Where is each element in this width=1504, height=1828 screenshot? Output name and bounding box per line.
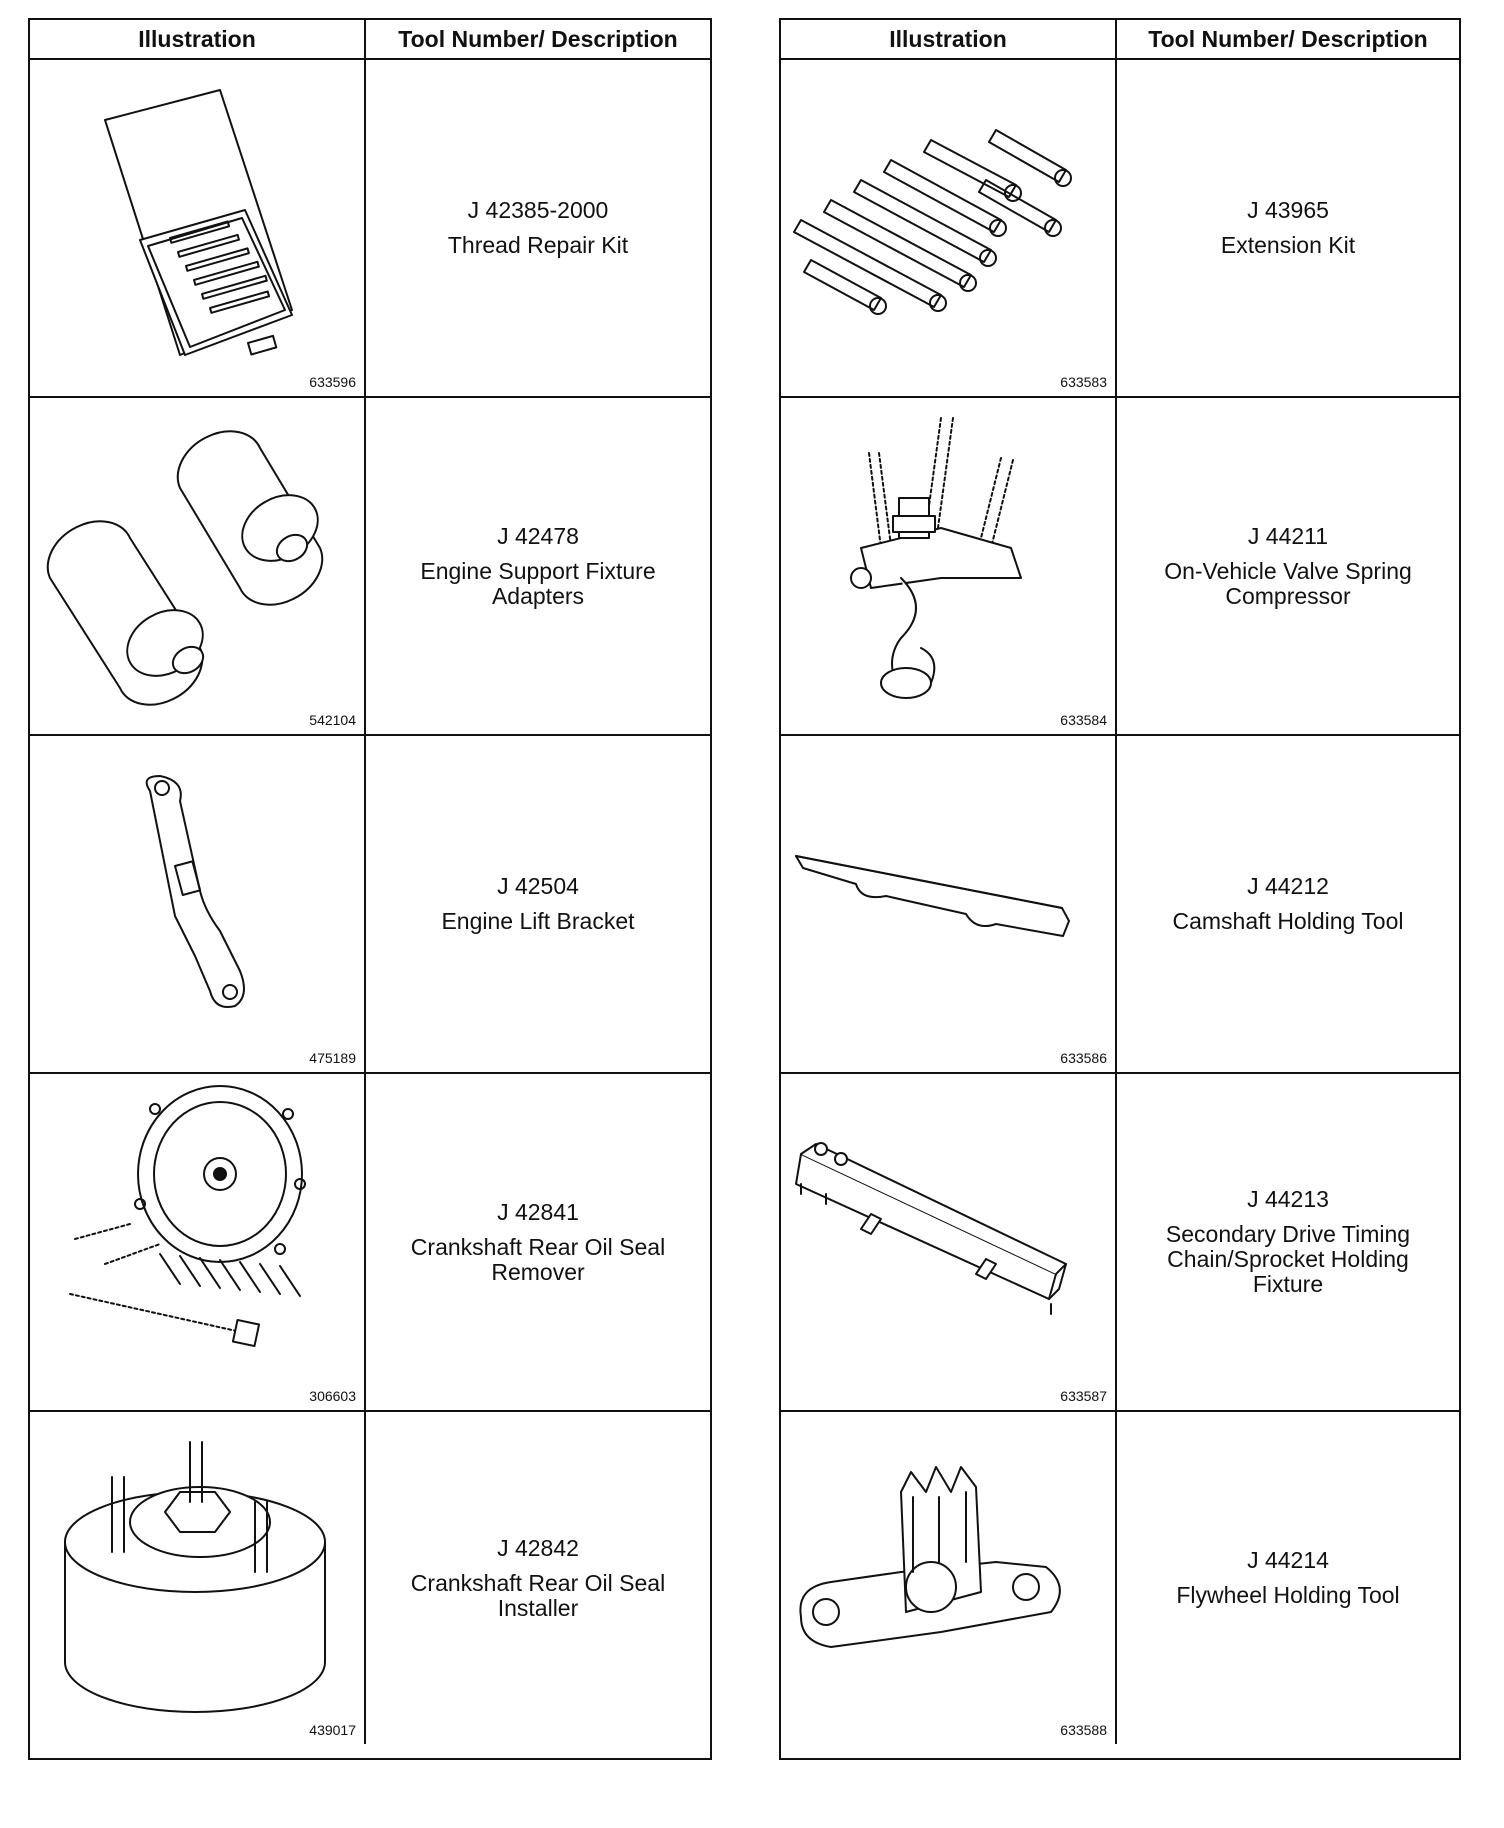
- header-illustration: Illustration: [30, 20, 366, 58]
- table-header: [781, 20, 1459, 60]
- valve-spring-compressor-icon: [781, 398, 1115, 734]
- flywheel-holding-tool-icon: [781, 1412, 1115, 1748]
- illustration-cell: [781, 60, 1117, 396]
- figure-number: 633587: [1060, 1388, 1107, 1404]
- tool-table-left: [28, 18, 712, 1760]
- table-row: [781, 1074, 1459, 1412]
- header-tool-description: Tool Number/ Description: [1148, 25, 1428, 52]
- tool-name: Camshaft Holding Tool: [1172, 908, 1404, 934]
- lift-bracket-icon: [30, 736, 364, 1072]
- tool-name: Crankshaft Rear Oil Seal Remover: [410, 1233, 666, 1285]
- tool-name: Engine Lift Bracket: [441, 908, 635, 934]
- tool-number: J 43965: [1247, 197, 1329, 223]
- tool-number: J 44212: [1247, 873, 1329, 899]
- tool-description: [1117, 60, 1459, 396]
- illustration-cell: [781, 1412, 1117, 1744]
- table-row: [30, 1412, 710, 1744]
- figure-number: 633583: [1060, 374, 1107, 390]
- tool-name: Secondary Drive Timing Chain/Sprocket Holding Fixture: [1165, 1221, 1411, 1297]
- seal-installer-icon: [30, 1412, 364, 1748]
- fixture-adapters-icon: [30, 398, 364, 734]
- header-tool-description: Tool Number/ Description: [398, 25, 678, 52]
- tool-name: Engine Support Fixture Adapters: [420, 557, 656, 609]
- illustration-cell: [30, 736, 366, 1072]
- tool-description: [1117, 398, 1459, 734]
- tool-number: J 44213: [1247, 1186, 1329, 1212]
- figure-number: 306603: [309, 1388, 356, 1404]
- tool-number: J 42842: [497, 1534, 579, 1561]
- tool-name: On-Vehicle Valve Spring Compressor: [1164, 557, 1412, 609]
- table-row: [781, 398, 1459, 736]
- figure-number: 475189: [309, 1050, 356, 1066]
- header-illustration: Illustration: [781, 20, 1117, 58]
- tool-name: Thread Repair Kit: [447, 232, 629, 258]
- tool-number: J 42504: [497, 873, 579, 899]
- tool-number: J 44214: [1247, 1547, 1329, 1573]
- tool-description: [1117, 1074, 1459, 1410]
- extension-kit-icon: [781, 60, 1115, 396]
- illustration-cell: [781, 1074, 1117, 1410]
- table-row: [30, 60, 710, 398]
- table-row: [30, 736, 710, 1074]
- table-header: [30, 20, 710, 60]
- table-row: [781, 60, 1459, 398]
- tool-description: [1117, 1412, 1459, 1744]
- tool-description: [366, 60, 710, 396]
- table-row: [781, 736, 1459, 1074]
- table-row: [30, 398, 710, 736]
- tool-description: [366, 736, 710, 1072]
- tool-description: [366, 1412, 710, 1744]
- tool-name: Crankshaft Rear Oil Seal Installer: [410, 1569, 666, 1621]
- camshaft-holding-tool-icon: [781, 736, 1115, 1072]
- table-row: [781, 1412, 1459, 1744]
- figure-number: 633586: [1060, 1050, 1107, 1066]
- tool-number: J 44211: [1247, 522, 1329, 549]
- illustration-cell: [781, 736, 1117, 1072]
- illustration-cell: [30, 60, 366, 396]
- tool-number: J 42478: [497, 522, 579, 549]
- illustration-cell: [30, 1412, 366, 1744]
- tool-description: [1117, 736, 1459, 1072]
- tool-number: J 42841: [497, 1198, 579, 1225]
- tool-name: Flywheel Holding Tool: [1176, 1582, 1400, 1608]
- thread-repair-kit-icon: [30, 60, 364, 396]
- illustration-cell: [30, 398, 366, 734]
- table-row: [30, 1074, 710, 1412]
- tool-description: [366, 1074, 710, 1410]
- tool-name: Extension Kit: [1220, 232, 1356, 258]
- tool-table-right: [779, 18, 1461, 1760]
- tool-number: J 42385-2000: [467, 197, 609, 223]
- holding-fixture-icon: [781, 1074, 1115, 1410]
- figure-number: 633584: [1060, 712, 1107, 728]
- tool-description: [366, 398, 710, 734]
- seal-remover-icon: [30, 1074, 364, 1410]
- figure-number: 439017: [309, 1722, 356, 1738]
- illustration-cell: [781, 398, 1117, 734]
- figure-number: 633596: [309, 374, 356, 390]
- figure-number: 633588: [1060, 1722, 1107, 1738]
- illustration-cell: [30, 1074, 366, 1410]
- figure-number: 542104: [309, 712, 356, 728]
